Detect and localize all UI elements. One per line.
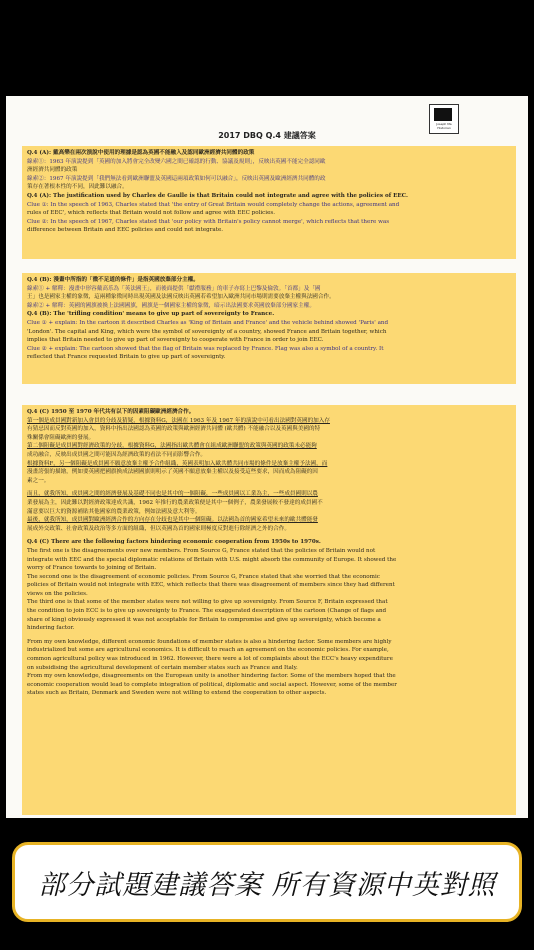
answer-line: 成功融合，反映出成員國之間可能因為經濟政策的看法不同而影響合作。 xyxy=(27,451,207,458)
answer-section-q4b xyxy=(22,273,516,384)
answer-line: the condition to join ECC is to give up sovereignty to France. The exaggerated description of the cartoon (Change of flags and xyxy=(27,608,387,615)
answer-line: From my own knowledge, different economic foundations of member states is also a hindering factor. Some members are highly xyxy=(27,638,392,645)
logo-mark xyxy=(434,108,452,121)
answer-line: 漫畫誇張的描繪，例如要英國把國旗換成法國國旗則明示了英國不願意放棄主權以及接受這些要求，因而成為阻礙的因 xyxy=(27,469,318,476)
answer-line: 線索① + 解釋：漫畫中形容戴高乐為「英法國王」，而後面提供「獻禮服務」的車子亦寫上巴黎及倫敦。「首都」及「國 xyxy=(27,285,321,292)
answer-line: hindering factor. xyxy=(27,625,75,632)
answer-line: difference between Britain and EEC policies and could not integrate. xyxy=(27,227,224,234)
answer-line: industrialized but some are agricultural economics. It is difficult to reach an agreement on the economic policies. For example, xyxy=(27,647,389,654)
answer-line: Clue ②: In the speech of 1967, Charles stated that 'our policy with Britain's policy cannot merge', which reflects that there was xyxy=(27,218,390,225)
answer-line: policies of Britain would not integrate with EEC, which reflects that there was disagreement of members since they had different xyxy=(27,582,395,589)
answer-line: rules of EEC', which reflects that Britain would not follow and agree with EEC policies. xyxy=(27,210,276,217)
answer-line: 線索①：1963 年演說提到「英國的加入將會完全改變六國之間已確認的行動、協議及規則」，反映出英國不能完全認同歐 xyxy=(27,158,326,165)
answer-section-q4a xyxy=(22,146,516,259)
answer-line: 滿意要以巨大的資源補貼其他國家的農業政策，例如法國及意大利等。 xyxy=(27,508,201,515)
banner-text: 部分試題建議答案 所有資源中英對照 xyxy=(38,869,496,901)
answer-line: Q.4 (C) 1950 至 1970 年代共有以下的因素阻礙歐洲經濟合作。 xyxy=(27,409,195,415)
answer-line: 第二個阻礙是成員國對經濟政策的分歧，根據資料G，法國指出歐共體會在組成歐洲聯盟的政策與英國的政策未必能夠 xyxy=(27,443,317,450)
answer-line: 第一個是成員國對新加入會員的分歧及猜疑，根據資料G，法國在 1963 年及 1967 年的演說中可看出法國對英國的加入存 xyxy=(27,417,330,424)
answer-line: Q.4 (B): 漫畫中所指的「微不足道的條件」是指英國放棄部分主權。 xyxy=(27,277,199,283)
answer-line: 素之一。 xyxy=(27,477,50,484)
answer-line: 'London'. The capital and King, which were the symbol of sovereignty of a country, showed France and Britain together, which xyxy=(27,328,387,335)
answer-line: 有猜忌因而反對英國的加入，資料中指出法國認為英國的政策與歐洲經濟共同體 (歐共體) 不能融合以及英國與美國的特 xyxy=(27,426,321,433)
answer-line: 線索②：1967 年演說提到「我們無法看到歐洲聯盟及英國這兩項政策如何可以融合」，反映出英國及歐洲經濟共同體的政 xyxy=(27,175,326,182)
answer-sheet-page xyxy=(6,96,528,818)
answer-line: implies that Britain needed to give up part of sovereignty to cooperate with France in order to join EEC. xyxy=(27,337,324,344)
answer-line: 而且，就我所知，成員國之間的經濟發展及基礎不同也是其中的一個阻礙，一些成員國以工業為主，一些成員國則以農 xyxy=(27,491,318,498)
answer-line: The second one is the disagreement of economic policies. From Source G, France stated that she worried that the economic xyxy=(27,573,380,580)
answer-line: 殊關係會阻礙歐洲的發展。 xyxy=(27,434,95,441)
answer-line: states such as Britain, Denmark and Sweden were not willing to extend the cooperation to other aspects. xyxy=(27,690,327,697)
promo-banner xyxy=(12,842,522,922)
answer-line: From my own knowledge, disagreements on the European unity is another hindering factor. Some of the members hoped that the xyxy=(27,673,396,680)
answer-line: 策存在著根本性的不同，因此難以融合。 xyxy=(27,184,128,191)
answer-line: Clue ② + explain: The cartoon showed that the flag of Britain was replaced by France. Flag was also a symbol of a country. It xyxy=(27,345,384,352)
answer-line: Clue ①: In the speech of 1963, Charles stated that 'the entry of Great Britain would completely change the actions, agreement and xyxy=(27,201,400,208)
answer-line: worry of France towards to joining of Britain. xyxy=(27,565,157,572)
answer-line: The first one is the disagreements over new members. From Source G, France stated that the policies of Britain would not xyxy=(27,547,376,554)
answer-line: 王」也是國家主權的象徵，這兩種象徵同時出現英國及法國反映出英國若希望加入歐洲共同市場則需要放棄主權與法國合作。 xyxy=(27,294,335,301)
logo-text: Joseph Ma Historian xyxy=(436,122,452,130)
answer-line: Q.4 (C) There are the following factors hindering economic cooperation from 1950s to 1970s. xyxy=(27,539,321,546)
document-title: 2017 DBQ Q.4 建議答案 xyxy=(218,131,316,140)
answer-line: 線索② + 解釋：英國的國旗被換上法國國旗，國旗是一個國家主權的象徵，暗示出法國要求英國放棄部分國家主權。 xyxy=(27,302,315,309)
answer-line: 業發展為主，因此難以對經濟政策達成共識，1962 年推行的農業政策便是其中一個例子，農業發展較不發達的成員國不 xyxy=(27,499,323,506)
answer-line: 最後，就我所知，成員國對歐洲經濟合作的方向存在分歧也是其中一個阻礙。以法國為首的國家希望未來的歐共體能發 xyxy=(27,517,318,524)
answer-line: Q.4 (A): 戴高樂在兩次演說中使用的理據是認為英國不能融入及認同歐洲經濟共同體的政策 xyxy=(27,150,255,156)
answer-line: views on the policies. xyxy=(27,590,88,597)
answer-line: integrate with EEC and the special diplomatic relations of Britain with U.S. might absorb the community of Europe. It showed the xyxy=(27,556,397,563)
answer-line: 根據資料F，另一個阻礙是成員國不願意放棄主權予合作組織，英國表明加入歐共體共同市場的條件是放棄主權予法國，而 xyxy=(27,460,328,467)
answer-line: on subsidising the agricultural development of certain member states such as France and Italy. xyxy=(27,664,298,671)
answer-line: reflected that France requested Britain to give up part of sovereignty. xyxy=(27,354,226,361)
answer-line: Q.4 (B): The 'trifling condition' means to give up part of sovereignty to France. xyxy=(27,311,275,318)
answer-line: common agricultural policy was introduced in 1962. However, there were a lot of complaints about the ECC's heavy expenditure xyxy=(27,656,393,663)
answer-line: Q.4 (A): The justification used by Charles de Gaulle is that Britain could not integrate and agree with the policies of EEC. xyxy=(27,192,408,199)
answer-section-q4c xyxy=(22,405,516,815)
answer-line: The third one is that some of the member states were not willing to give up sovereignty. From Source F, Britain expressed that xyxy=(27,599,388,606)
answer-line: share of king) obviously expressed it was not acceptable for Britain to compromise and give up sovereignty, which become a xyxy=(27,616,381,623)
answer-line: Clue ① + explain: In the cartoon it described Charles as 'King of Britain and France' and the vehicle behind showed 'Paris' and xyxy=(27,319,389,326)
answer-line: 展成外交政策、社會政策及政治等多方面的組織，但以英國為首的國家則極度反對進行除經濟之外的合作。 xyxy=(27,525,290,532)
answer-line: 洲經濟共同體的政策 xyxy=(27,167,78,174)
answer-line: economic cooperation would lead to complete integration of political, diplomatic and social aspect. However, some of the member xyxy=(27,681,397,688)
